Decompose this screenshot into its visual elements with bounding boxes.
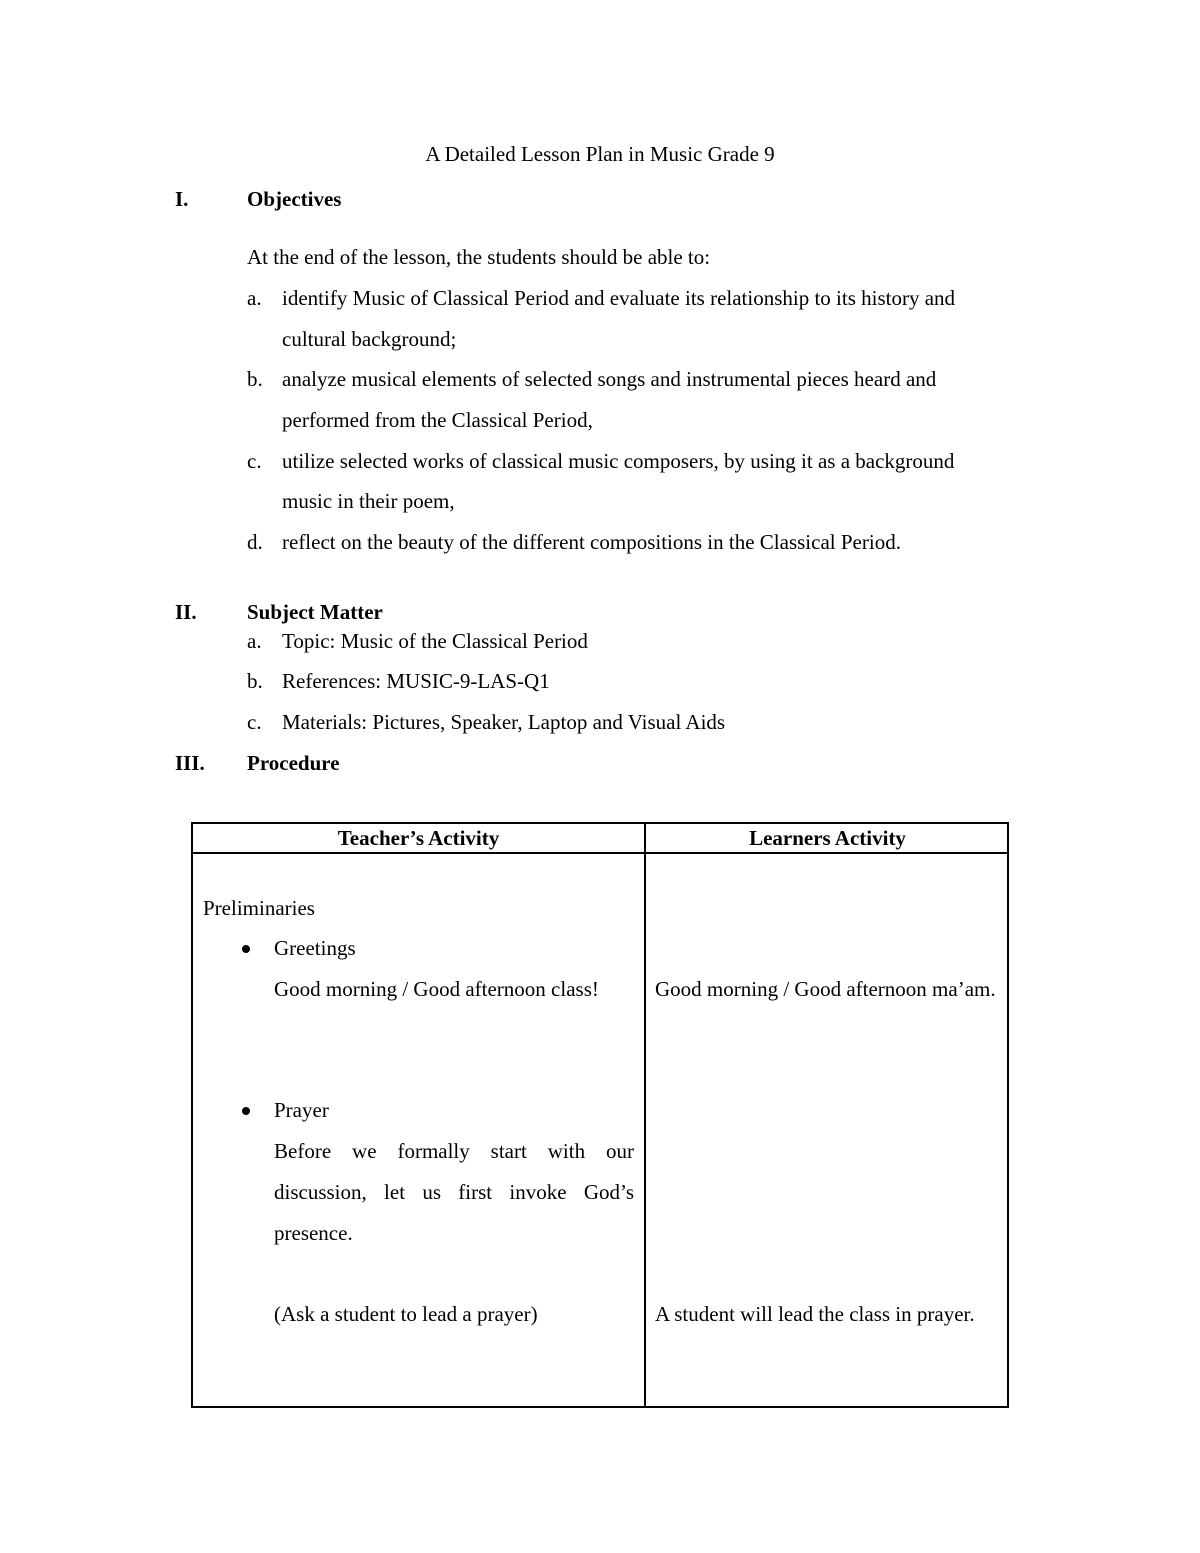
prayer-instruction: (Ask a student to lead a prayer)	[274, 1302, 538, 1326]
objective-text-continued: performed from the Classical Period,	[282, 408, 593, 432]
subject-materials: Materials: Pictures, Speaker, Laptop and Visual Aids	[282, 710, 726, 734]
objective-letter: d.	[247, 530, 263, 554]
document-title: A Detailed Lesson Plan in Music Grade 9	[425, 142, 775, 166]
objective-text: identify Music of Classical Period and evaluate its relationship to its history and	[282, 286, 956, 310]
subject-letter: c.	[247, 710, 262, 734]
objective-text: utilize selected works of classical music composers, by using it as a background	[282, 449, 955, 473]
prayer-response: A student will lead the class in prayer.	[655, 1302, 975, 1326]
objective-text-continued: cultural background;	[282, 327, 457, 351]
procedure-table	[191, 822, 1009, 1408]
objective-text: analyze musical elements of selected songs and instrumental pieces heard and	[282, 367, 937, 391]
subject-letter: b.	[247, 669, 263, 693]
objective-letter: b.	[247, 367, 263, 391]
section-number-objectives: I.	[175, 187, 189, 211]
bullet-icon	[242, 1107, 250, 1115]
section-heading-subject-matter: Subject Matter	[247, 600, 383, 624]
section-number-procedure: III.	[175, 751, 205, 775]
objective-text-continued: music in their poem,	[282, 489, 455, 513]
header-teachers-activity: Teacher’s Activity	[337, 826, 500, 850]
table-column-divider	[644, 824, 646, 1406]
objective-text: reflect on the beauty of the different compositions in the Classical Period.	[282, 530, 901, 554]
greetings-text: Good morning / Good afternoon class!	[274, 977, 599, 1001]
bullet-icon	[242, 945, 250, 953]
objective-letter: a.	[247, 286, 262, 310]
section-number-subject-matter: II.	[175, 600, 197, 624]
objectives-intro: At the end of the lesson, the students should be able to:	[247, 245, 711, 269]
greetings-label: Greetings	[274, 936, 356, 960]
subject-letter: a.	[247, 629, 262, 653]
table-header-divider	[193, 852, 1007, 854]
greetings-response: Good morning / Good afternoon ma’am.	[655, 977, 996, 1001]
preliminaries-label: Preliminaries	[203, 896, 315, 920]
prayer-label: Prayer	[274, 1098, 329, 1122]
objective-letter: c.	[247, 449, 262, 473]
section-heading-procedure: Procedure	[247, 751, 340, 775]
section-heading-objectives: Objectives	[247, 187, 342, 211]
header-learners-activity: Learners Activity	[749, 826, 906, 850]
prayer-text: Before we formally start with our discussion, let us first invoke God’s presence.	[274, 1139, 634, 1245]
subject-topic: Topic: Music of the Classical Period	[282, 629, 588, 653]
subject-references: References: MUSIC-9-LAS-Q1	[282, 669, 550, 693]
